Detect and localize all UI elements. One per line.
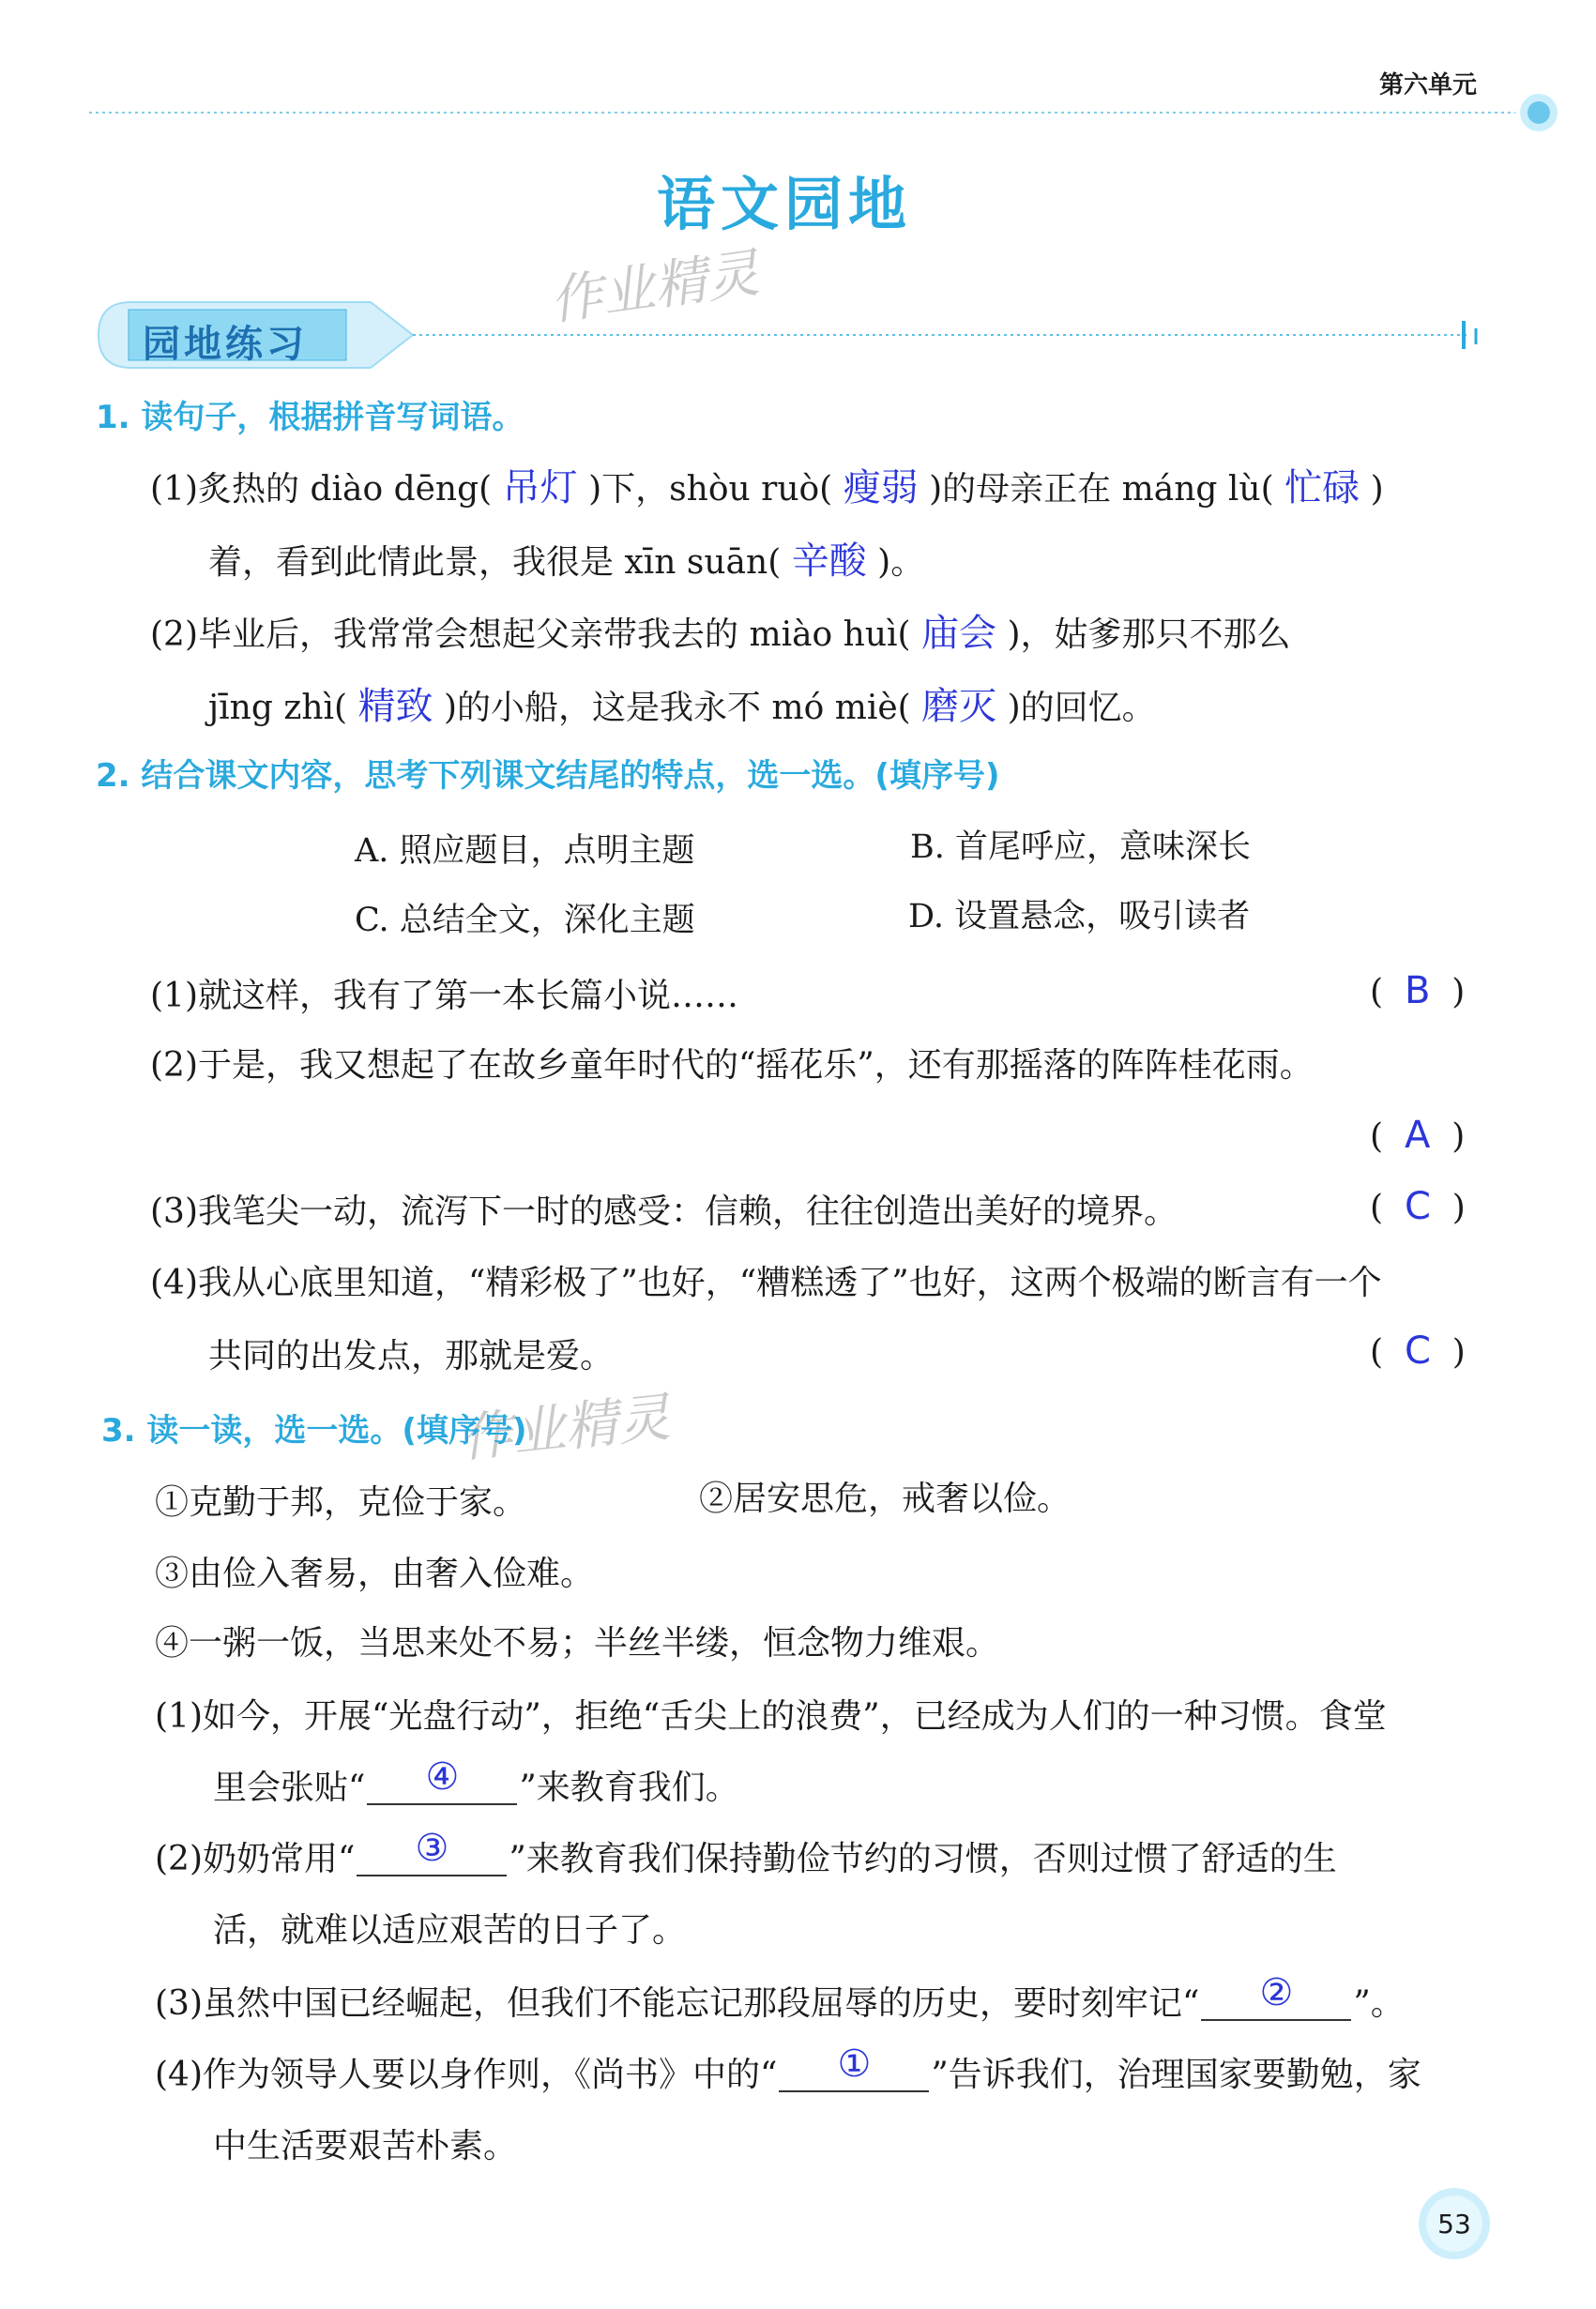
- answer-blank: ④: [367, 1771, 517, 1805]
- answer: 吊灯: [502, 466, 578, 509]
- q3-item4-line1: (4)作为领导人要以身作则，《尚书》中的“ ① ”告诉我们，治理国家要勤勉，家: [155, 2043, 1421, 2094]
- q3-option-2: ②居安思危，戒奢以俭。: [699, 1480, 1072, 1518]
- q2-item1: (1)就这样，我有了第一本长篇小说……: [150, 977, 738, 1015]
- q1-item2-line1: (2)毕业后，我常常会想起父亲带我去的 miào huì( 庙会 )，姑爹那只不那么: [150, 612, 1291, 655]
- q2-option-d: D. 设置悬念，吸引读者: [908, 898, 1251, 935]
- answer-blank: ①: [779, 2058, 929, 2092]
- q3-heading: 3. 读一读，选一选。(填序号): [101, 1412, 527, 1450]
- q3-option-1: ①克勤于邦，克俭于家。: [155, 1483, 527, 1522]
- q2-item3: (3)我笔尖一动，流泻下一时的感受：信赖，往往创造出美好的境界。: [150, 1192, 1178, 1231]
- q3-item1-line1: (1)如今，开展“光盘行动”，拒绝“舌尖上的浪费”，已经成为人们的一种习惯。食堂: [155, 1697, 1387, 1736]
- q2-item2: (2)于是，我又想起了在故乡童年时代的“摇花乐”，还有那摇落的阵阵桂花雨。: [150, 1046, 1314, 1085]
- q3-item4-line2: 中生活要艰苦朴素。: [213, 2127, 518, 2165]
- q3-option-3: ③由俭入奢易，由奢入俭难。: [155, 1555, 595, 1593]
- answer: 忙碌: [1284, 466, 1360, 509]
- watermark-2: 作业精灵: [457, 1387, 674, 1470]
- header-rule: [89, 89, 1572, 136]
- answer-blank: ②: [1201, 1987, 1351, 2021]
- q3-item3-line1: (3)虽然中国已经崛起，但我们不能忘记那段屈辱的历史，要时刻牢记“ ② ”。: [155, 1971, 1405, 2023]
- q2-option-c: C. 总结全文，深化主题: [355, 902, 695, 939]
- answer: 辛酸: [791, 539, 867, 583]
- q2-item4-answer: ( C ): [1370, 1329, 1466, 1373]
- watermark: 作业精灵: [546, 242, 764, 333]
- q3-item1-line2: 里会张贴“ ④ ”来教育我们。: [213, 1755, 739, 1807]
- answer-blank: ③: [357, 1843, 507, 1876]
- q2-item1-answer: ( B ): [1370, 969, 1466, 1012]
- section-title: 园地练习: [143, 323, 308, 366]
- answer: 精致: [357, 685, 433, 728]
- q2-option-b: B. 首尾呼应，意味深长: [910, 828, 1251, 866]
- unit-label: 第六单元: [1379, 71, 1478, 99]
- page-title: 语文园地: [657, 170, 913, 238]
- q2-item3-answer: ( C ): [1370, 1185, 1466, 1228]
- q3-item2-line1: (2)奶奶常用“ ③ ”来教育我们保持勤俭节约的习惯，否则过惯了舒适的生: [155, 1827, 1337, 1878]
- q1-item1-line2: 着，看到此情此景，我很是 xīn suān( 辛酸 )。: [208, 539, 925, 583]
- q2-item4-line1: (4)我从心底里知道，“精彩极了”也好，“糟糕透了”也好，这两个极端的断言有一个: [150, 1264, 1382, 1302]
- q1-heading: 1. 读句子，根据拼音写词语。: [96, 399, 524, 436]
- q1-item2-line2: jīng zhì( 精致 )的小船，这是我永不 mó miè( 磨灭 )的回忆。: [208, 685, 1156, 728]
- q3-option-4: ④一粥一饭，当思来处不易；半丝半缕，恒念物力维艰。: [155, 1624, 1000, 1663]
- answer: 磨灭: [921, 685, 997, 728]
- q3-item2-line2: 活，就难以适应艰苦的日子了。: [213, 1911, 687, 1950]
- q2-item2-answer: ( A ): [1370, 1114, 1466, 1157]
- answer: 瘦弱: [843, 466, 919, 509]
- q2-heading: 2. 结合课文内容，思考下列课文结尾的特点，选一选。(填序号): [96, 757, 1000, 795]
- page-number: 53: [1437, 2209, 1471, 2240]
- q2-option-a: A. 照应题目，点明主题: [355, 832, 695, 870]
- q1-item1-line1: (1)炙热的 diào dēng( 吊灯 )下，shòu ruò( 瘦弱 )的母亲正在 máng lù( 忙碌 ): [150, 466, 1384, 509]
- answer: 庙会: [921, 612, 997, 655]
- q2-item4-line2: 共同的出发点，那就是爱。: [208, 1337, 615, 1375]
